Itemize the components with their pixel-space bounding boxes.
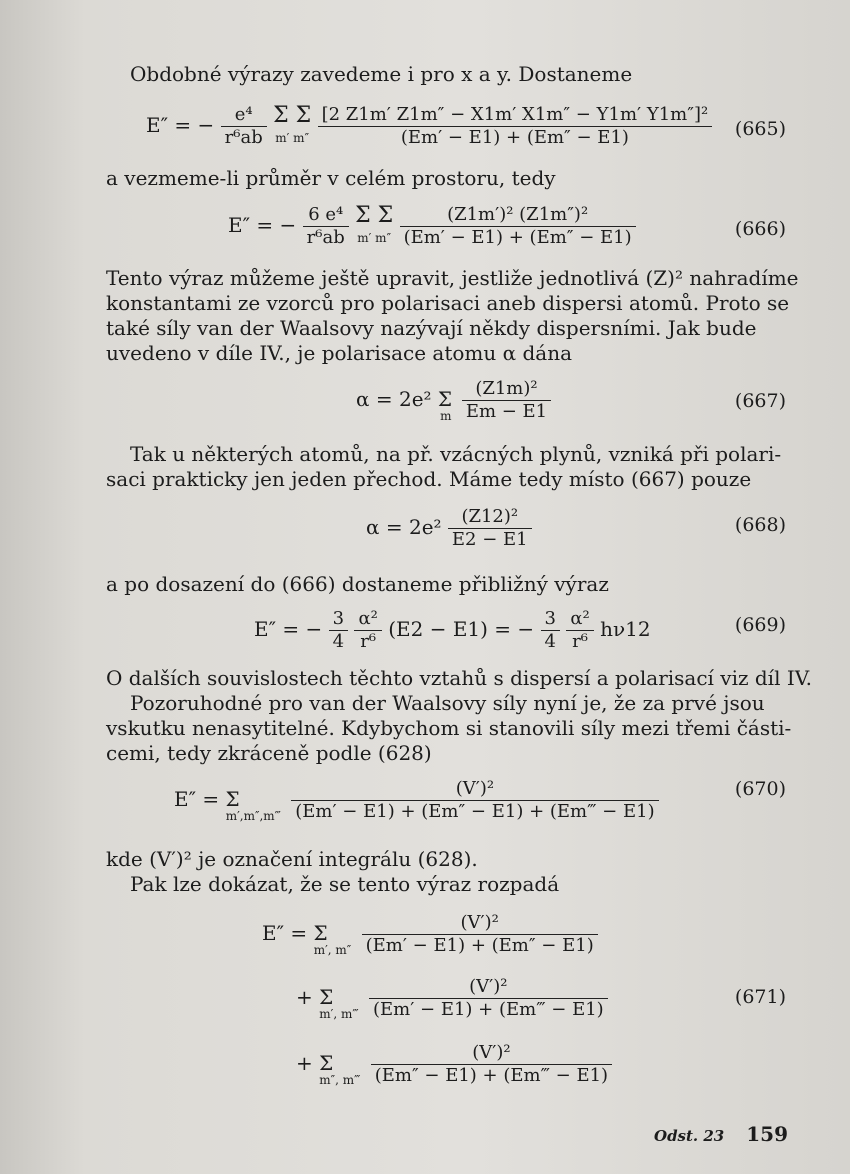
text-line-8: saci prakticky jen jeden přechod. Máme tedy místo (667) pouze [106,467,752,491]
text-line-13: cemi, tedy zkráceně podle (628) [106,741,432,765]
eq671-row1-sub: m′, m″ [313,943,352,957]
eq669-part2-num: α² [358,608,378,629]
eq669-part1-den: 4 [329,630,348,653]
eq669-part3-num: 3 [544,608,556,629]
equation-669 [254,608,651,653]
eq669-tail: hν12 [600,617,651,641]
text-line-7: Tak u některých atomů, na př. vzácných plynů, vzniká při polari- [130,442,782,466]
equation-668 [366,506,532,551]
text-line-6: uvedeno v díle IV., je polarisace atomu α dána [106,341,572,365]
eq665-denominator: (Em′ − E1) + (Em″ − E1) [318,126,713,149]
eq671-label: (671) [734,986,786,1008]
eq665-sums: Σ Σ [273,103,312,128]
eq666-coef-num: 6 e⁴ [308,204,344,225]
eq669-part4-num: α² [570,608,590,629]
eq665-label: (665) [734,118,786,140]
eq671-row3-den: (Em″ − E1) + (Em‴ − E1) [371,1064,612,1087]
eq670-sum-sub: m′,m″,m‴ [225,809,281,823]
eq670-lhs: E″ = Σ [174,787,240,811]
equation-671-row-3 [296,1042,612,1091]
eq669-part1-num: 3 [332,608,345,629]
eq670-denominator: (Em′ − E1) + (Em″ − E1) + (Em‴ − E1) [291,800,658,823]
eq671-row2-num: (V′)² [469,976,508,997]
eq666-denominator: (Em′ − E1) + (Em″ − E1) [400,226,636,249]
eq671-lhs: E″ = Σ [262,921,328,945]
equation-671-row-1 [262,912,598,961]
eq666-coef-den: r⁶ab [303,226,349,249]
section-label: Odst. 23 [654,1127,725,1145]
eq668-lhs: α = 2e² [366,515,442,539]
eq668-numerator: (Z12)² [461,506,519,527]
text-line-10: O dalších souvislostech těchto vztahů s dispersí a polarisací viz díl IV. [106,666,813,690]
page-footer [654,1122,788,1146]
text-line-1: Obdobné výrazy zavedeme i pro x a y. Dostaneme [130,62,633,86]
eq669-part2-den: r⁶ [354,630,381,653]
eq671-row3-sub: m″, m‴ [319,1073,361,1087]
equation-665 [146,104,712,149]
equation-667 [356,378,551,427]
eq671-row1-den: (Em′ − E1) + (Em″ − E1) [362,934,598,957]
eq671-row3-num: (V′)² [472,1042,511,1063]
eq665-coef-den: r⁶ab [221,126,267,149]
eq671-row1-num: (V′)² [460,912,499,933]
eq667-label: (667) [734,390,786,412]
eq666-sums: Σ Σ [355,203,394,228]
eq665-numerator: [2 Z1m′ Z1m″ − X1m′ X1m″ − Y1m′ Y1m″]² [321,104,709,125]
eq671-plus-1: + Σ [296,985,334,1009]
eq669-mid: (E2 − E1) = − [388,617,535,641]
eq669-label: (669) [734,614,786,636]
eq667-denominator: Em − E1 [462,400,551,423]
text-line-2: a vezmeme-li průměr v celém prostoru, tedy [106,166,556,190]
text-line-11: Pozoruhodné pro van der Waalsovy síly nyní je, že za prvé jsou [130,691,765,715]
text-line-3: Tento výraz můžeme ještě upravit, jestliže jednotlivá (Z)² nahradíme [106,266,799,290]
eq667-lhs: α = 2e² Σ [356,387,453,411]
text-line-4: konstantami ze vzorců pro polarisaci aneb dispersi atomů. Proto se [106,291,790,315]
eq665-lhs: E″ = − [146,113,215,137]
text-line-14: kde (V′)² je označení integrálu (628). [106,847,478,871]
eq666-sum-sub: m′ m″ [357,231,392,245]
eq666-lhs: E″ = − [228,213,297,237]
page-number: 159 [746,1122,788,1146]
text-line-12: vskutku nenasytitelné. Kdybychom si stanovili síly mezi třemi části- [106,716,792,740]
eq670-numerator: (V′)² [455,778,495,799]
eq670-label: (670) [734,778,786,800]
eq668-label: (668) [734,514,786,536]
eq666-numerator: (Z1m′)² (Z1m″)² [447,204,589,225]
eq666-label: (666) [734,218,786,240]
equation-670 [174,778,659,827]
eq671-row2-den: (Em′ − E1) + (Em‴ − E1) [369,998,608,1021]
eq669-part3-den: 4 [541,630,560,653]
text-line-9: a po dosazení do (666) dostaneme přibližný výraz [106,572,609,596]
eq665-coef-num: e⁴ [234,104,253,125]
equation-671-row-2 [296,976,608,1025]
eq667-sum-sub: m [440,409,452,423]
eq669-lhs: E″ = − [254,617,323,641]
eq667-numerator: (Z1m)² [475,378,538,399]
eq671-row2-sub: m′, m‴ [319,1007,359,1021]
equation-666 [228,204,636,249]
text-line-15: Pak lze dokázat, že se tento výraz rozpadá [130,872,560,896]
eq669-part4-den: r⁶ [566,630,593,653]
eq665-sum-sub: m′ m″ [275,131,310,145]
text-line-5: také síly van der Waalsovy nazývají někdy dispersními. Jak bude [106,316,757,340]
eq668-denominator: E2 − E1 [448,528,532,551]
eq671-plus-2: + Σ [296,1051,334,1075]
